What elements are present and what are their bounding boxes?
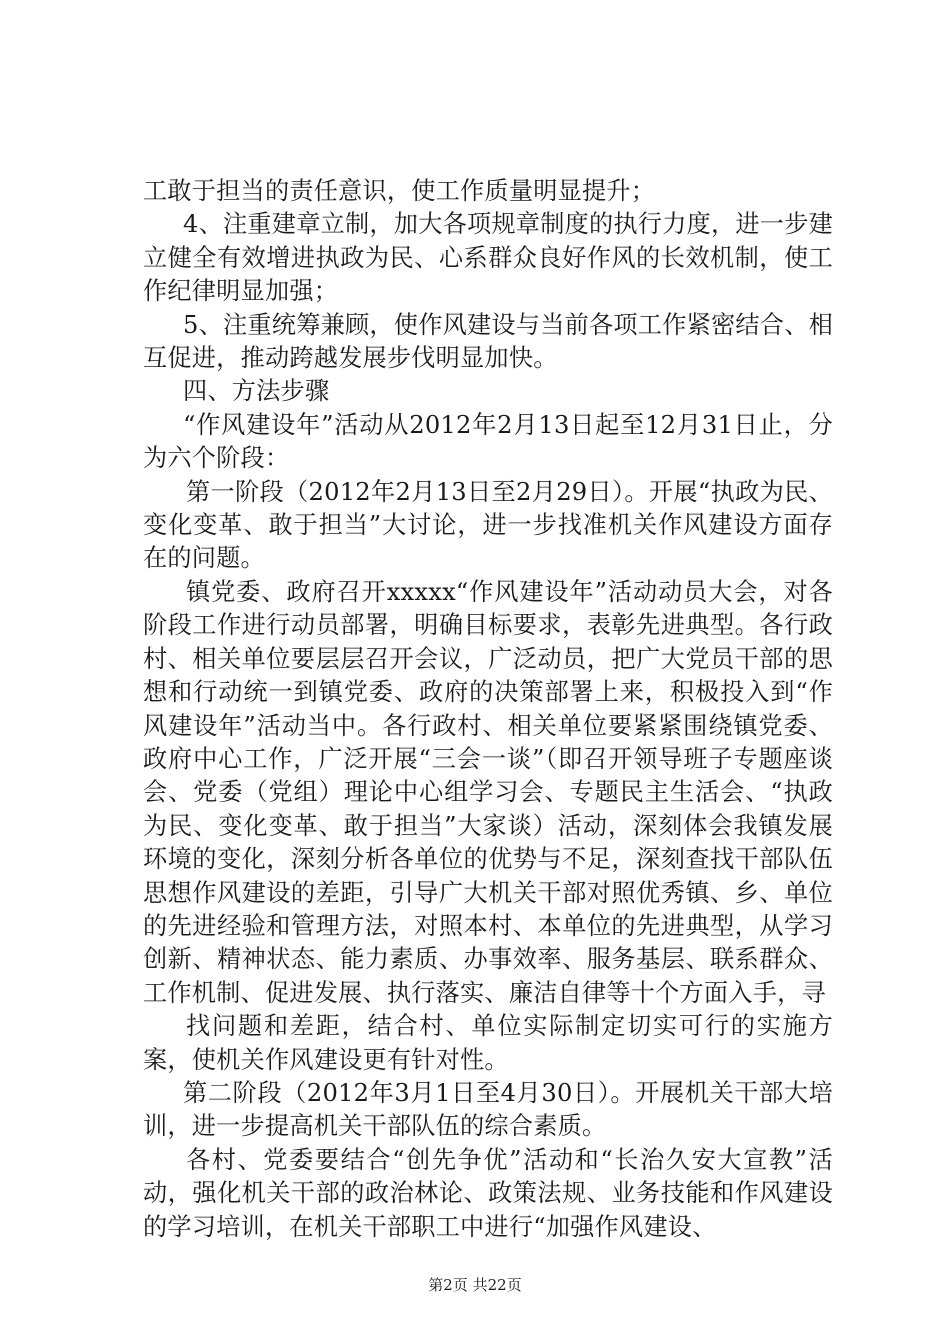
document-body xyxy=(143,175,833,1244)
section-heading-methods: 四、方法步骤 xyxy=(183,377,330,406)
paragraph-5: “作风建设年”活动从2012年2月13日起至12月31日止，分为六个阶段： xyxy=(143,410,833,473)
paragraph-8: 找问题和差距，结合村、单位实际制定切实可行的实施方案，使机关作风建设更有针对性。 xyxy=(143,1012,833,1074)
paragraph-9: 第二阶段（2012年3月1日至4月30日）。开展机关干部大培训，进一步提高机关干部队伍的综合素质。 xyxy=(143,1078,833,1141)
paragraph-2: 4、注重建章立制，加大各项规章制度的执行力度，进一步建立健全有效增进执政为民、心系群众良好作风的长效机制，使工作纪律明显加强； xyxy=(143,210,833,306)
paragraph-1: 工敢于担当的责任意识，使工作质量明显提升； xyxy=(143,177,656,205)
paragraph-7: 镇党委、政府召开xxxxx“作风建设年”活动动员大会，对各阶段工作进行动员部署，明确目标要求，表彰先进典型。各行政村、相关单位要层层召开会议，广泛动员，把广大党员干部的思想和行动统一到镇党委、政府的决策部署上来，积极投入到“作风建设年”活动当中。各行政村、相关单位要紧紧围绕镇党委、政府中心工作，广泛开展“三会一谈”（即召开领导班子专题座谈会、党委（党组）理论中心组学习会、专题民主生活会、“执政为民、变化变革、敢于担当”大家谈）活动，深刻体会我镇发展环境的变化，深刻分析各单位的优势与不足，深刻查找干部队伍思想作风建设的差距，引导广大机关干部对照优秀镇、乡、单位的先进经验和管理方法，对照本村、本单位的先进典型，从学习创新、精神状态、能力素质、办事效率、服务基层、联系群众、工作机制、促进发展、执行落实、廉洁自律等十个方面入手，寻 xyxy=(143,577,833,1007)
paragraph-10: 各村、党委要结合“创先争优”活动和“长治久安大宣教”活动，强化机关干部的政治林论、政策法规、业务技能和作风建设的学习培训，在机关干部职工中进行“加强作风建设、 xyxy=(143,1145,833,1241)
page-number-footer: 第2页 共22页 xyxy=(428,1276,522,1294)
paragraph-3: 5、注重统筹兼顾，使作风建设与当前各项工作紧密结合、相互促进，推动跨越发展步伐明显加快。 xyxy=(143,310,833,373)
paragraph-6: 第一阶段（2012年2月13日至2月29日）。开展“执政为民、变化变革、敢于担当”大讨论，进一步找准机关作风建设方面存在的问题。 xyxy=(143,477,833,573)
